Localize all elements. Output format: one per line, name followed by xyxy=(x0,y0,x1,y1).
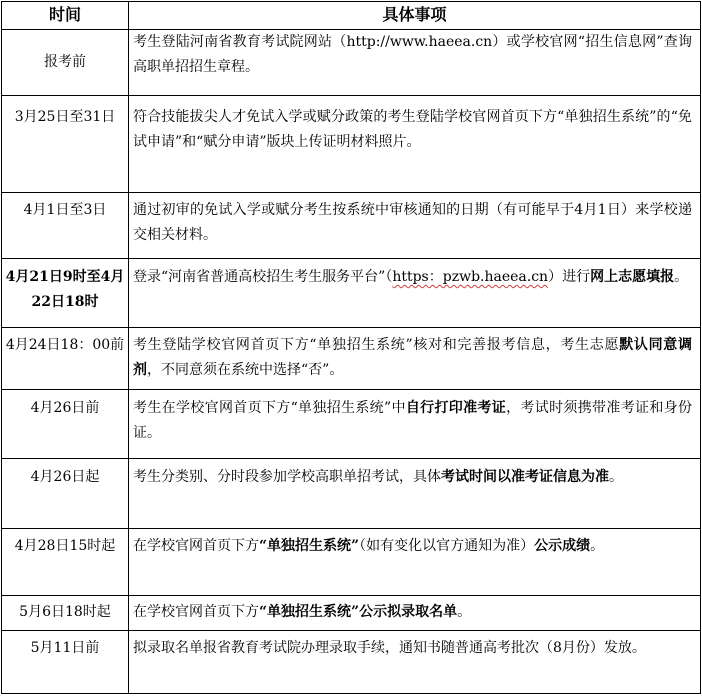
desc-text: 。 xyxy=(457,604,472,621)
row-desc xyxy=(129,327,701,389)
desc-emphasis: 公示成绩 xyxy=(534,537,591,554)
platform-url-link[interactable]: https：pzwb.haeea.cn xyxy=(392,269,549,286)
row-desc xyxy=(129,29,701,95)
row-desc xyxy=(129,459,701,528)
table-row xyxy=(2,630,701,693)
table-row xyxy=(2,192,701,258)
table-row xyxy=(2,95,701,192)
desc-emphasis: “单独招生系统” xyxy=(259,537,360,554)
table-row xyxy=(2,595,701,630)
table-row xyxy=(2,29,701,95)
table-row xyxy=(2,459,701,528)
desc-text: 符合技能拔尖人才免试入学或赋分政策的考生登陆学校官网首页下方“单独招生系统”的“免试申请”和“赋分申请”版块上传证明材料照片。 xyxy=(133,108,692,150)
desc-text: 考生登陆学校官网首页下方“单独招生系统”核对和完善报考信息，考生志愿 xyxy=(133,336,620,353)
desc-emphasis: 自行打印准考证 xyxy=(405,399,507,416)
desc-text: 拟录取名单报省教育考试院办理录取手续，通知书随普通高考批次（8月份）发放。 xyxy=(133,639,646,656)
desc-text: 。 xyxy=(590,537,605,554)
row-time: 5月11日前 xyxy=(2,630,129,693)
row-time: 5月6日18时起 xyxy=(2,595,129,630)
desc-text: ）进行 xyxy=(548,269,591,286)
desc-text: 登录“河南省普通高校招生考生服务平台”（ xyxy=(133,269,393,286)
row-desc xyxy=(129,595,701,630)
row-desc xyxy=(129,630,701,693)
desc-emphasis: 默认同意调剂 xyxy=(133,336,693,378)
row-time: 4月28日15时起 xyxy=(2,528,129,595)
desc-text: ，不同意须在系统中选择“否”。 xyxy=(147,361,344,378)
row-time: 4月24日18：00前 xyxy=(2,327,129,389)
desc-emphasis: 考试时间以准考证信息为准 xyxy=(441,469,609,486)
desc-text: ，考试时须携带准考证和身份证。 xyxy=(133,399,692,441)
header-time: 时间 xyxy=(2,2,129,30)
desc-text: 考生登陆河南省教育考试院网站（http://www.haeea.cn）或学校官网“招生信息网”查询高职单招招生章程。 xyxy=(133,33,692,75)
desc-text: 在学校官网首页下方 xyxy=(133,537,259,554)
row-time: 3月25日至31日 xyxy=(2,95,129,192)
row-time: 4月26日起 xyxy=(2,459,129,528)
table-row xyxy=(2,389,701,458)
row-time: 4月26日前 xyxy=(2,389,129,458)
desc-text: 考生分类别、分时段参加学校高职单招考试，具体 xyxy=(133,469,441,486)
row-time: 4月1日至3日 xyxy=(2,192,129,258)
desc-text: 。 xyxy=(609,469,623,486)
row-desc xyxy=(129,389,701,458)
desc-text: （如有变化以官方通知为准） xyxy=(359,537,535,554)
desc-text: 考生在学校官网首页下方“单独招生系统”中 xyxy=(133,399,406,416)
row-desc xyxy=(129,528,701,595)
table-row xyxy=(2,327,701,389)
desc-emphasis: “单独招生系统”公示拟录取名单 xyxy=(259,604,458,621)
row-desc xyxy=(129,95,701,192)
header-matters: 具体事项 xyxy=(129,2,701,30)
desc-emphasis: 网上志愿填报 xyxy=(590,269,675,286)
row-desc xyxy=(129,259,701,327)
schedule-table xyxy=(1,1,701,694)
table-row xyxy=(2,259,701,327)
row-desc xyxy=(129,192,701,258)
header-row xyxy=(2,2,701,30)
desc-text: 。 xyxy=(674,269,689,286)
desc-text: 在学校官网首页下方 xyxy=(133,604,259,621)
row-time: 报考前 xyxy=(2,29,129,95)
row-time: 4月21日9时至4月22日18时 xyxy=(2,259,129,327)
table-row xyxy=(2,528,701,595)
desc-text: 通过初审的免试入学或赋分考生按系统中审核通知的日期（有可能早于4月1日）来学校递交相关材料。 xyxy=(133,201,692,243)
